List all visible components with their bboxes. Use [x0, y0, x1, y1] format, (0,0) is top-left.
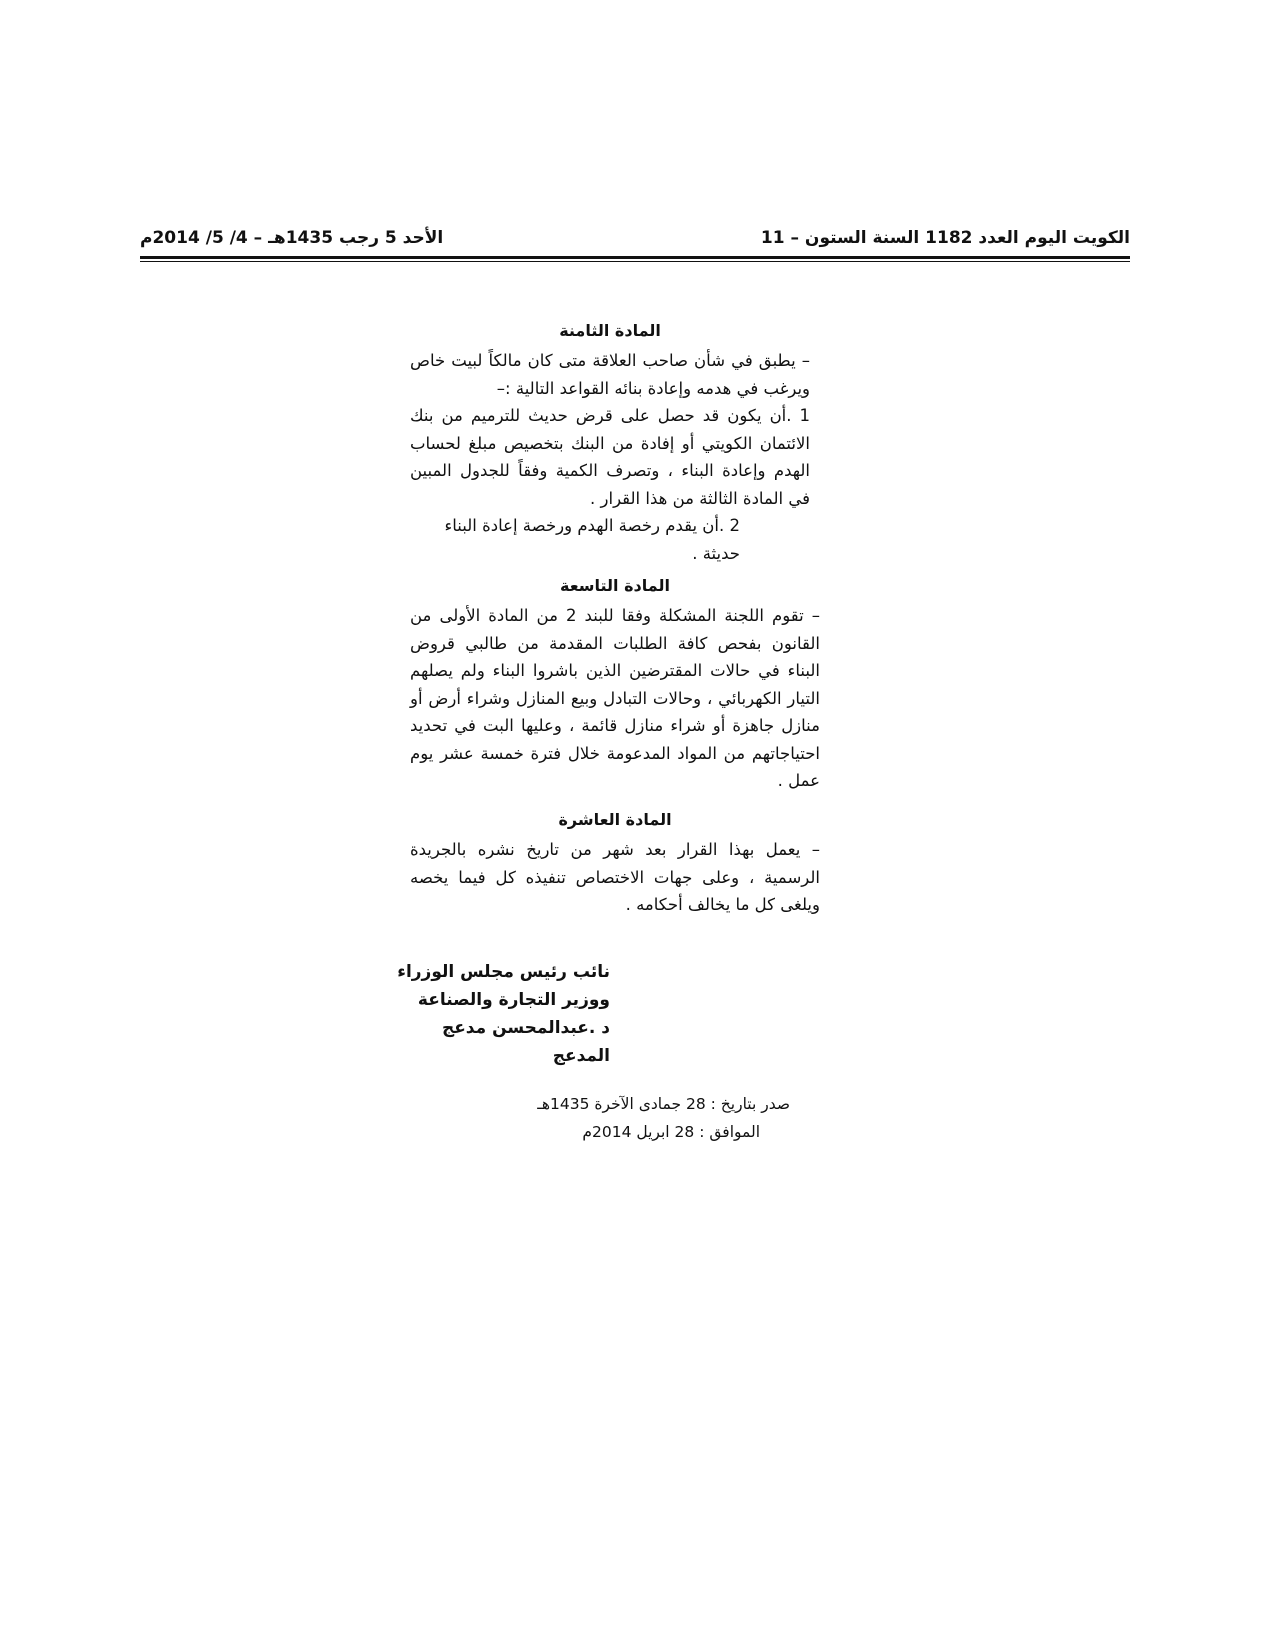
article-title: المادة التاسعة [560, 576, 670, 595]
article-paragraph: – يطبق في شأن صاحب العلاقة متى كان مالكاً لبيت خاص ويرغب في هدمه وإعادة بنائه القواعد التالية :– [410, 351, 810, 398]
header-issue-info: الكويت اليوم العدد 1182 السنة الستون – 11 [760, 228, 1130, 248]
issuance-date [520, 1090, 790, 1146]
issued-gregorian-date: الموافق : 28 ابريل 2014م [582, 1123, 760, 1141]
article-paragraph: – يعمل بهذا القرار بعد شهر من تاريخ نشره بالجريدة الرسمية ، وعلى جهات الاختصاص تنفيذه كل فيما يخصه ويلغى كل ما يخالف أحكامه . [410, 840, 820, 914]
signatory-name: د .عبدالمحسن مدعج المدعج [441, 1018, 610, 1066]
article-ten [410, 808, 820, 919]
article-item: 1 .أن يكون قد حصل على قرض حديث للترميم من بنك الائتمان الكويتي أو إفادة من البنك بتخصيص مبلغ لحساب الهدم وإعادة البناء ، وتصرف الكمية وفقاً للجدول المبين في المادة الثالثة من هذا القرار . [410, 406, 810, 508]
article-eight [410, 319, 810, 567]
header-rule [140, 256, 1130, 259]
header-rule-thin [140, 261, 1130, 262]
header-date: الأحد 5 رجب 1435هـ – 4/ 5/ 2014م [140, 228, 444, 248]
article-item: 2 .أن يقدم رخصة الهدم ورخصة إعادة البناء حديثة . [444, 516, 740, 563]
signatory-title: نائب رئيس مجلس الوزراء [397, 962, 610, 982]
issued-hijri-date: صدر بتاريخ : 28 جمادى الآخرة 1435هـ [537, 1095, 790, 1113]
signature-block [380, 958, 610, 1070]
article-title: المادة العاشرة [558, 810, 672, 829]
signatory-ministry: ووزير التجارة والصناعة [417, 990, 610, 1010]
running-header [140, 224, 1130, 254]
article-title: المادة الثامنة [559, 321, 661, 340]
article-paragraph: – تقوم اللجنة المشكلة وفقا للبند 2 من المادة الأولى من القانون بفحص كافة الطلبات المقدمة من طالبي قروض البناء في حالات المقترضين الذين باشروا البناء ولم يصلهم التيار الكهربائي ، وحالات التبادل وبيع المنازل وشراء أرض أو منازل جاهزة أو شراء منازل قائمة ، وعليها البت في تحديد احتياجاتهم من المواد المدعومة خلال فترة خمسة عشر يوم عمل . [410, 606, 820, 790]
article-nine [410, 574, 820, 795]
